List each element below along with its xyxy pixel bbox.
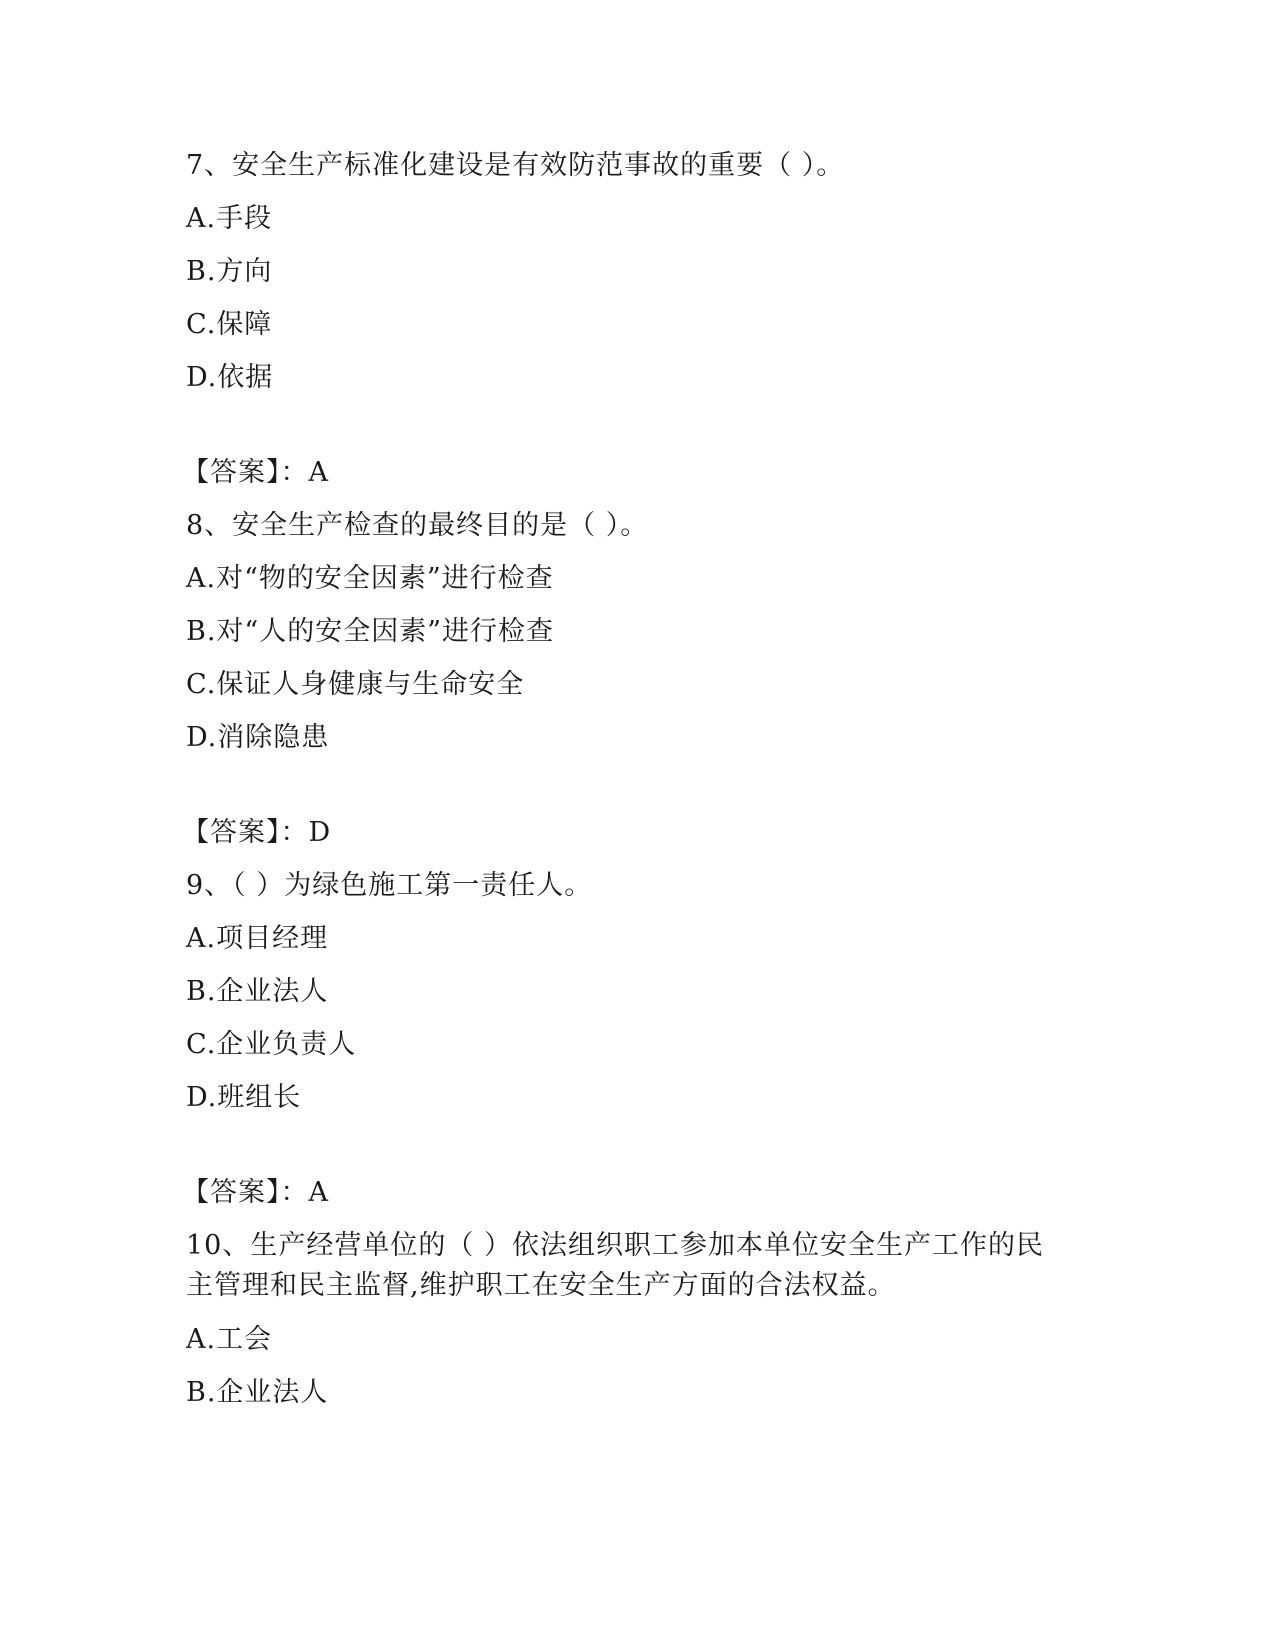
question-9-option-c: C.企业负责人 [186,1029,357,1060]
question-8-option-c: C.保证人身健康与生命安全 [186,669,525,700]
question-9-answer: 【答案】：A [182,1177,329,1208]
question-8-option-b: B.对“人的安全因素”进行检查 [186,616,555,647]
question-9-option-d: D.班组长 [186,1082,302,1113]
question-10-stem-line-1: 10、生产经营单位的（ ）依法组织职工参加本单位安全生产工作的民 [186,1230,1044,1261]
question-7-option-d: D.依据 [186,362,274,393]
question-7-option-c: C.保障 [186,309,273,340]
question-7-answer: 【答案】：A [182,457,329,488]
question-7-option-b: B.方向 [186,256,273,287]
question-10-option-b: B.企业法人 [186,1377,329,1408]
question-9-stem: 9、（ ）为绿色施工第一责任人。 [186,870,593,901]
question-10-stem-line-2: 主管理和民主监督,维护职工在安全生产方面的合法权益。 [186,1270,896,1301]
question-8-option-a: A.对“物的安全因素”进行检查 [186,563,554,594]
question-7-option-a: A.手段 [186,203,273,234]
question-9-option-a: A.项目经理 [186,923,329,954]
question-8-answer: 【答案】：D [182,817,332,848]
question-7-stem: 7、安全生产标准化建设是有效防范事故的重要（ ）。 [186,150,845,181]
question-9-option-b: B.企业法人 [186,976,329,1007]
question-8-stem: 8、安全生产检查的最终目的是（ ）。 [186,510,649,541]
question-10-option-a: A.工会 [186,1324,273,1355]
question-8-option-d: D.消除隐患 [186,722,330,753]
